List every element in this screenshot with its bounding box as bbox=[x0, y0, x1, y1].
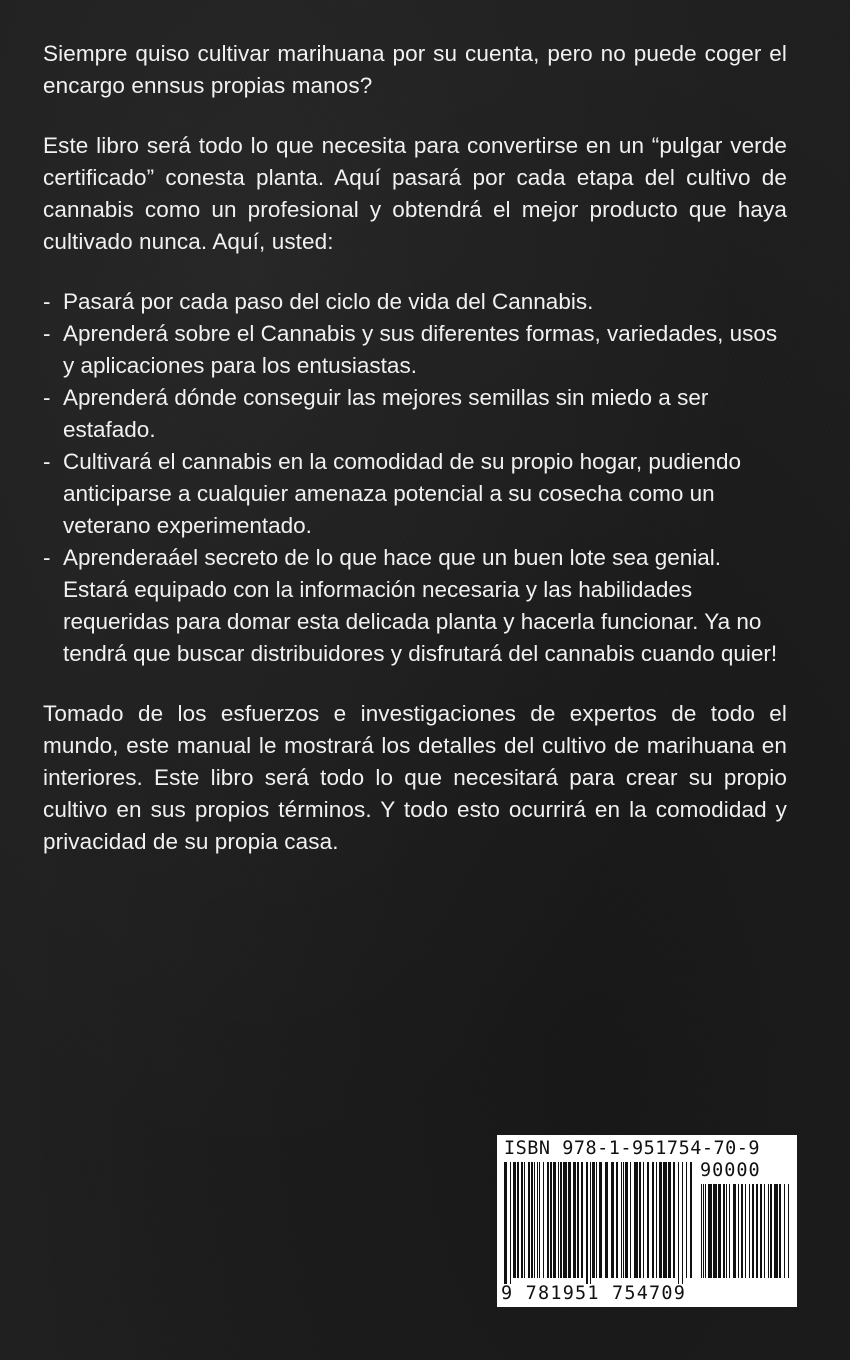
list-item bbox=[43, 542, 787, 670]
barcode-bar bbox=[543, 1162, 544, 1278]
barcode-bar bbox=[713, 1184, 717, 1278]
barcode-bar bbox=[513, 1162, 516, 1278]
barcode-bar bbox=[510, 1162, 511, 1284]
barcode-bar bbox=[605, 1162, 608, 1278]
bullet-dash: - bbox=[43, 289, 51, 314]
bullet-text: Aprenderá sobre el Cannabis y sus diferentes formas, variedades, usos y aplicaciones para los entusiastas. bbox=[63, 321, 778, 378]
barcode-bar bbox=[517, 1162, 519, 1278]
barcode-bar bbox=[504, 1162, 507, 1284]
barcode-bar bbox=[656, 1162, 657, 1278]
bullet-dash: - bbox=[43, 321, 51, 346]
barcode-bar bbox=[686, 1162, 687, 1278]
bullet-text: Cultivará el cannabis en la comodidad de su propio hogar, pudiendo anticiparse a cualquier amenaza potencial a su cosecha como un veterano experimentado. bbox=[63, 449, 741, 538]
barcode-bar bbox=[779, 1184, 781, 1278]
barcode-bar bbox=[531, 1162, 533, 1278]
barcode-bar bbox=[723, 1184, 725, 1278]
barcode-bar bbox=[760, 1184, 762, 1278]
barcode-bar bbox=[563, 1162, 567, 1278]
barcode-bar bbox=[586, 1162, 588, 1284]
barcode-bar bbox=[528, 1162, 530, 1278]
barcode-bar bbox=[764, 1184, 765, 1278]
barcode-bar bbox=[550, 1162, 552, 1278]
description-paragraph: Este libro será todo lo que necesita para convertirse en un “pulgar verde certificado” conesta planta. Aquí pasará por cada etapa del cultivo de cannabis como un profesional y obtendrá el mejor producto que haya cultivado nunca. Aquí, usted: bbox=[43, 133, 787, 254]
barcode-bar bbox=[539, 1162, 540, 1278]
barcode-bars bbox=[504, 1162, 692, 1284]
barcode-bar bbox=[599, 1162, 602, 1278]
barcode-bar bbox=[784, 1184, 785, 1278]
bullet-text: Aprenderaáel secreto de lo que hace que un buen lote sea genial. Estará equipado con la información necesaria y las habilidades requeridas para domar esta delicada planta y hacerla funcionar. Ya no tendrá que buscar distribuidores y disfrutará del cannabis cuando quier! bbox=[63, 545, 778, 666]
barcode-bar bbox=[768, 1184, 769, 1278]
barcode-bar bbox=[524, 1162, 525, 1278]
barcode-bar bbox=[553, 1162, 556, 1278]
barcode-bar bbox=[577, 1162, 579, 1278]
barcode-bar bbox=[537, 1162, 538, 1278]
barcode-bar bbox=[625, 1162, 628, 1278]
barcode-bar bbox=[659, 1162, 662, 1278]
isbn-barcode bbox=[497, 1135, 797, 1307]
barcode-bar bbox=[592, 1162, 595, 1278]
barcode-bar bbox=[558, 1162, 559, 1278]
barcode-bar bbox=[749, 1184, 750, 1278]
barcode-bar bbox=[752, 1184, 754, 1278]
barcode-bar bbox=[623, 1162, 624, 1278]
barcode-bar bbox=[770, 1184, 772, 1278]
barcode-digits: 9 781951 754709 bbox=[501, 1283, 687, 1304]
barcode-bar bbox=[741, 1184, 743, 1278]
barcode-bar bbox=[630, 1162, 631, 1278]
barcode-bar bbox=[673, 1162, 675, 1278]
barcode-bar bbox=[560, 1162, 562, 1278]
barcode-bar bbox=[547, 1162, 549, 1278]
barcode-bar bbox=[788, 1184, 789, 1278]
bullet-text: Pasará por cada paso del ciclo de vida del Cannabis. bbox=[63, 289, 594, 314]
back-cover-text bbox=[43, 38, 787, 886]
intro-paragraph: Siempre quiso cultivar marihuana por su cuenta, pero no puede coger el encargo ennsus propias manos? bbox=[43, 41, 787, 98]
barcode-bar bbox=[521, 1162, 523, 1278]
barcode-bar bbox=[745, 1184, 746, 1278]
barcode-bar bbox=[668, 1162, 671, 1278]
barcode-bar bbox=[611, 1162, 614, 1278]
barcode-bar bbox=[621, 1162, 622, 1278]
barcode-bar bbox=[596, 1162, 597, 1278]
closing-paragraph: Tomado de los esfuerzos e investigaciones de expertos de todo el mundo, este manual le mostrará los detalles del cultivo de marihuana en interiores. Este libro será todo lo que necesitará para crear su propio cultivo en sus propios términos. Y todo esto ocurrirá en la comodidad y privacidad de su propia casa. bbox=[43, 701, 787, 854]
barcode-bar bbox=[682, 1162, 683, 1284]
bullet-text: Aprenderá dónde conseguir las mejores semillas sin miedo a ser estafado. bbox=[63, 385, 709, 442]
bullet-dash: - bbox=[43, 449, 51, 474]
barcode-bar bbox=[581, 1162, 583, 1278]
barcode-bar bbox=[616, 1162, 618, 1278]
barcode-bar bbox=[705, 1184, 706, 1278]
barcode-bar bbox=[718, 1184, 721, 1278]
barcode-bar bbox=[590, 1162, 591, 1284]
barcode-bar bbox=[534, 1162, 535, 1278]
benefits-list bbox=[43, 286, 787, 670]
barcode-bar bbox=[634, 1162, 638, 1278]
barcode-bar bbox=[701, 1184, 702, 1278]
barcode-price-code: 90000 bbox=[700, 1160, 761, 1181]
barcode-bar bbox=[738, 1184, 739, 1278]
bullet-dash: - bbox=[43, 385, 51, 410]
barcode-bar bbox=[639, 1162, 641, 1278]
barcode-bar bbox=[652, 1162, 654, 1278]
barcode-bar bbox=[690, 1162, 692, 1278]
barcode-bar bbox=[647, 1162, 649, 1278]
barcode-bar bbox=[703, 1184, 704, 1278]
list-item bbox=[43, 382, 787, 446]
barcode-bar bbox=[756, 1184, 758, 1278]
barcode-bar bbox=[568, 1162, 571, 1278]
isbn-label: ISBN 978-1-951754-70-9 bbox=[504, 1138, 761, 1159]
barcode-bar bbox=[643, 1162, 644, 1278]
list-item bbox=[43, 446, 787, 542]
bullet-dash: - bbox=[43, 545, 51, 570]
barcode-bar bbox=[573, 1162, 576, 1278]
barcode-bar bbox=[708, 1184, 712, 1278]
barcode-bar bbox=[726, 1184, 727, 1278]
barcode-bar bbox=[774, 1184, 778, 1278]
barcode-addon-bars bbox=[701, 1184, 789, 1284]
barcode-bar bbox=[678, 1162, 679, 1284]
list-item bbox=[43, 318, 787, 382]
barcode-bar bbox=[663, 1162, 667, 1278]
list-item bbox=[43, 286, 787, 318]
barcode-bar bbox=[729, 1184, 730, 1278]
barcode-bar bbox=[733, 1184, 736, 1278]
